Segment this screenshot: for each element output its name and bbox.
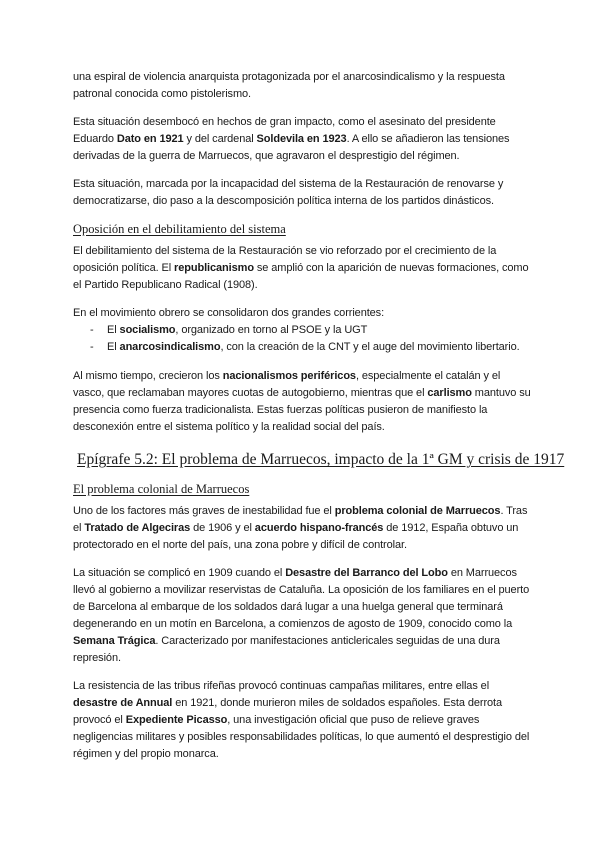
paragraph-decomposition: Esta situación, marcada por la incapacidad del sistema de la Restauración de renovarse y democratizarse, dio paso a la descomposición política interna de los partidos dinásticos. (73, 178, 504, 207)
text-run: , organizado en torno al PSOE y la UGT (175, 324, 368, 336)
list-dash: - (90, 341, 94, 353)
text-run: mantuvo su presencia como fuerza tradicionalista. Estas fuerzas políticas pusieron de manifiesto la desconexión entre el sistema político y la realidad social del país. (73, 387, 531, 433)
bold-run: acuerdo hispano-francés (254, 522, 384, 534)
text-run: . Caracterizado por manifestaciones anticlericales seguidas de una dura represión. (73, 635, 500, 664)
paragraph-annual (73, 678, 533, 763)
bold-run: nacionalismos periféricos (222, 370, 356, 382)
paragraph-assassinations (73, 114, 533, 165)
text-run: , especialmente el catalán y el vasco, que reclamaban mayores cuotas de autogobierno, mientras que el (73, 370, 501, 399)
bold-run: Desastre del Barranco del Lobo (285, 567, 448, 579)
paragraph-colonial-problem (73, 503, 533, 554)
list-item (73, 322, 533, 339)
text-run: de 1912, España obtuvo un protectorado en el norte del país, una zona pobre y difícil de controlar. (73, 522, 519, 551)
paragraph-workers-movement: En el movimiento obrero se consolidaron dos grandes corrientes: (73, 307, 385, 319)
text-run: El (107, 341, 120, 353)
paragraph-tragic-week (73, 565, 533, 667)
page-content (73, 69, 565, 763)
section-heading-morocco: El problema colonial de Marruecos (73, 482, 250, 496)
paragraph-republicanism (73, 243, 533, 294)
text-run: . A ello se añadieron las tensiones derivadas de la guerra de Marruecos, que agravaron el desprestigio del régimen. (73, 133, 510, 162)
text-run: Esta situación desembocó en hechos de gran impacto, como el asesinato del presidente Eduardo (73, 116, 496, 145)
list-item (73, 339, 533, 356)
text-run: La situación se complicó en 1909 cuando el (73, 567, 286, 579)
text-run: Al mismo tiempo, crecieron los (73, 370, 223, 382)
list-dash: - (90, 324, 94, 336)
bold-run: Semana Trágica (73, 635, 156, 647)
text-run: El debilitamiento del sistema de la Restauración se vio reforzado por el crecimiento de la oposición política. El (73, 245, 497, 274)
text-run: El (107, 324, 120, 336)
bold-run: republicanismo (174, 262, 254, 274)
currents-list (73, 322, 533, 356)
text-run: en Marruecos llevó al gobierno a movilizar reservistas de Cataluña. La oposición de los familiares en el puerto de Barcelona al embarque de los soldados dará lugar a una huelga general que terminará degenerando en un motín en Barcelona, a comienzos de agosto de 1909, conocido como la (73, 567, 530, 630)
bold-run: Expediente Picasso (125, 714, 228, 726)
text-run: en 1921, donde murieron miles de soldados españoles. Esta derrota provocó el (73, 697, 503, 726)
paragraph-nationalisms (73, 368, 533, 436)
epigraph-title: Epígrafe 5.2: El problema de Marruecos, impacto de la 1ª GM y crisis de 1917 (77, 451, 565, 468)
bold-run: carlismo (427, 387, 472, 399)
text-run: Uno de los factores más graves de inestabilidad fue el (73, 505, 335, 517)
text-run: , con la creación de la CNT y el auge del movimiento libertario. (220, 341, 520, 353)
paragraph-pistolerismo: una espiral de violencia anarquista protagonizada por el anarcosindicalismo y la respuesta patronal conocida como pistolerismo. (73, 71, 505, 100)
text-run: y del cardenal (183, 133, 257, 145)
bold-run: Dato en 1921 (116, 133, 184, 145)
text-run: , una investigación oficial que puso de relieve graves negligencias militares y posibles responsabilidades políticas, lo que aumentó el desprestigio del régimen y del propio monarca. (73, 714, 530, 760)
bold-run: socialismo (119, 324, 176, 336)
text-run: se amplió con la aparición de nuevas formaciones, como el Partido Republicano Radical (1908). (73, 262, 529, 291)
bold-run: desastre de Annual (73, 697, 173, 709)
text-run: de 1906 y el (190, 522, 255, 534)
bold-run: Tratado de Algeciras (84, 522, 191, 534)
text-run: . Tras el (73, 505, 528, 534)
bold-run: Soldevila en 1923 (256, 133, 347, 145)
section-heading-opposition: Oposición en el debilitamiento del sistema (73, 222, 286, 236)
bold-run: anarcosindicalismo (119, 341, 221, 353)
bold-run: problema colonial de Marruecos (334, 505, 501, 517)
text-run: La resistencia de las tribus rifeñas provocó continuas campañas militares, entre ellas el (73, 680, 490, 692)
